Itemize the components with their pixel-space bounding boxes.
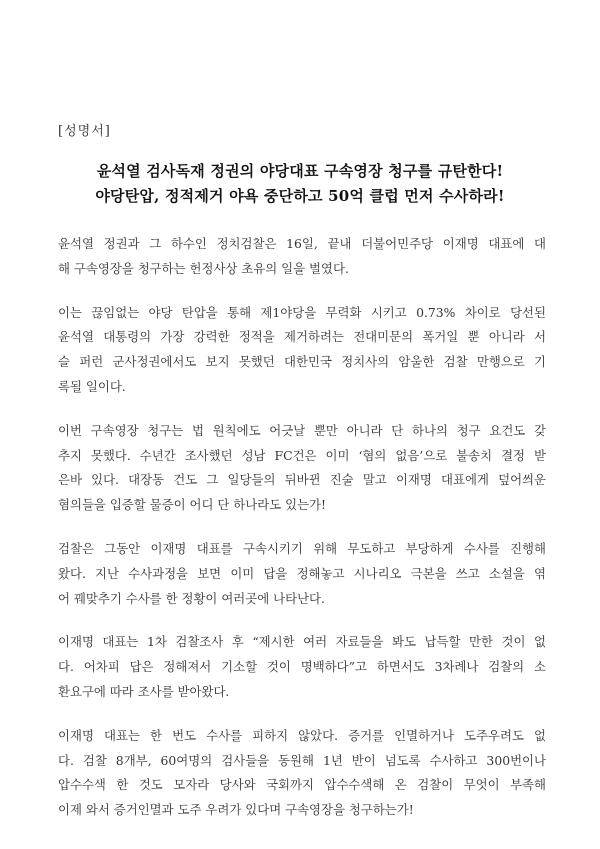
text-line: 이재명 대표는 한 번도 수사를 피하지 않았다. 증거를 인멸하거나 도주우려도 없 — [58, 727, 546, 743]
paragraph — [58, 419, 546, 518]
paragraph — [58, 724, 546, 823]
text-line: 은바 있다. 대장동 건도 그 일당들의 뒤바뀐 진술 말고 이재명 대표에게 덮어씌운 — [58, 472, 546, 488]
text-line: 다. 어차피 답은 정해져서 기소할 것이 명백하다”고 하면서도 3차례나 검찰의 소 — [58, 659, 546, 675]
text-line: 이번 구속영장 청구는 법 원칙에도 어긋날 뿐만 아니라 단 하나의 청구 요건도 갖 — [58, 422, 546, 438]
text-line: 어 꿰맞추기 수사를 한 정황이 여러곳에 나타난다. — [58, 590, 325, 606]
text-line: 이제 와서 증거인멸과 도주 우려가 있다며 구속영장을 청구하는가! — [58, 802, 414, 818]
text-line: 슬 퍼런 군사정권에서도 보지 못했던 대한민국 정치사의 암울한 검찰 만행으로 기 — [58, 354, 546, 370]
text-line: 이는 끊임없는 야당 탄압을 통해 제1야당을 무력화 시키고 0.73% 차이로 당선된 — [58, 304, 546, 320]
paragraph — [58, 301, 546, 400]
paragraph — [58, 537, 546, 611]
paragraph — [58, 232, 546, 282]
text-line: 다. 검찰 8개부, 60여명의 검사들을 동원해 1년 반이 넘도록 수사하고 300번이나 — [58, 752, 546, 768]
text-line: 왔다. 지난 수사과정을 보면 이미 답을 정해놓고 시나리오 극본을 쓰고 소설을 엮 — [58, 565, 546, 581]
text-line: 추지 못했다. 수년간 조사했던 성남 FC건은 이미 ‘혐의 없음’으로 불송치 결정 받 — [58, 447, 546, 463]
text-line: 환요구에 따라 조사를 받아왔다. — [58, 683, 230, 699]
document-type-label: [성명서] — [58, 124, 111, 139]
text-line: 윤석열 정권과 그 하수인 정치검찰은 16일, 끝내 더불어민주당 이재명 대표에 대 — [58, 236, 546, 251]
text-line: 압수수색 한 것도 모자라 당사와 국회까지 압수수색해 온 검찰이 무엇이 부족해 — [58, 777, 546, 793]
statement-body — [58, 232, 546, 842]
text-line: 록될 일이다. — [58, 378, 126, 394]
text-line: 해 구속영장을 청구하는 헌정사상 초유의 일을 벌였다. — [58, 260, 349, 276]
text-line: 혐의들을 입증할 물증이 어디 단 하나라도 있는가! — [58, 497, 326, 513]
paragraph — [58, 630, 546, 704]
headline-line-2: 야당탄압, 정적제거 야욕 중단하고 50억 클럽 먼저 수사하라! — [95, 187, 505, 205]
text-line: 윤석열 대통령의 가장 강력한 정적을 제거하려는 전대미문의 폭거일 뿐 아니라 서 — [58, 329, 546, 345]
text-line: 이재명 대표는 1차 검찰조사 후 “제시한 여러 자료들을 봐도 납득할 만한 것이 없 — [58, 634, 546, 650]
text-line: 검찰은 그동안 이재명 대표를 구속시키기 위해 무도하고 부당하게 수사를 진행해 — [58, 540, 546, 556]
headline-line-1: 윤석열 검사독재 정권의 야당대표 구속영장 청구를 규탄한다! — [96, 162, 504, 180]
